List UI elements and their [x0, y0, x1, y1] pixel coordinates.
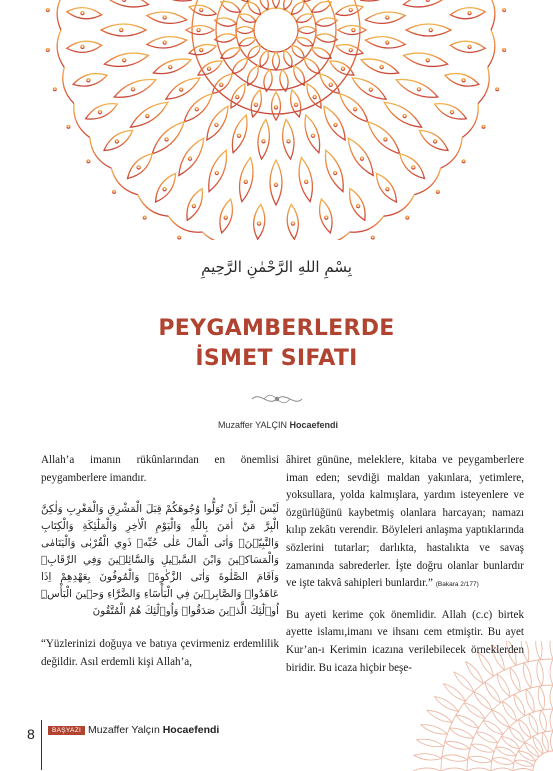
left-column — [41, 452, 279, 671]
right-column — [286, 452, 524, 677]
title-line-2: İSMET SIFATI — [195, 346, 358, 371]
translation-continued — [286, 452, 524, 594]
footer-author-honorific: Hocaefendi — [162, 724, 220, 736]
author-byline — [218, 420, 338, 430]
title-line-1: PEYGAMBERLERDE — [158, 316, 395, 341]
commentary-paragraph: Bu ayeti kerime çok önemlidir. Allah (c.c) birtek ayette islamı,imanı ve ihsanı cem etmiştir. Bu ayet Kur’an-ı Kerimin icazına verilebilecek örneklerden biridir. Bu icaza hiçbir beşe- — [286, 608, 524, 674]
divider-ornament — [250, 390, 304, 408]
author-honorific: Hocaefendi — [289, 420, 338, 430]
footer-author-name: Muzaffer Yalçın — [88, 724, 160, 736]
basmala: بِسْمِ اللهِ الرَّحْمٰنِ الرَّحِيمِ — [201, 258, 352, 276]
author-name: Muzaffer YALÇIN — [217, 420, 287, 430]
arabic-verse: لَيْسَ الْبِرَّ اَنْ تُوَلُّوا وُجُوهَكُمْ قِبَلَ الْمَشْرِقِ وَالْمَغْرِبِ وَلٰكِنَّ الْبِرَّ مَنْ اٰمَنَ بِاللّٰهِ وَالْيَوْمِ الْاٰخِرِ وَالْمَلٰٓئِكَةِ وَالْكِتَابِ وَالنَّبِيّٖنَۚ وَاٰتَى الْمَالَ عَلٰى حُبِّه۪ ذَوِي الْقُرْبٰى وَالْيَتَامٰى وَالْمَسَاكٖينَ وَابْنَ السَّبٖيلِ وَالسَّٓائِلٖينَ وَفِي الرِّقَابِۚ وَاَقَامَ الصَّلٰوةَ وَاٰتَى الزَّكٰوةَۚ وَالْمُوفُونَ بِعَهْدِهِمْ اِذَا عَاهَدُواۚ وَالصَّابِرٖينَ فِي الْبَأْسَٓاءِ وَالضَّرَّٓاءِ وَحٖينَ الْبَأْسِۜ اُو۬لٰٓئِكَ الَّذٖينَ صَدَقُواۜ وَاُو۬لٰٓئِكَ هُمُ الْمُتَّقُونَ — [41, 503, 279, 618]
footer-divider — [41, 720, 42, 770]
page-footer — [0, 718, 553, 758]
translation-start: “Yüzlerinizi doğuya ve batıya çevirmeniz erdemlilik değildir. Asıl erdemli kişi Allah’a, — [41, 638, 279, 668]
intro-paragraph: Allah’a imanın rükûnlarından en önemlisi peygamberlere imandır. — [41, 454, 279, 484]
page-title — [0, 314, 553, 374]
section-badge: BAŞYAZI — [48, 726, 85, 735]
page-number: 8 — [27, 726, 35, 742]
translation-text: âhiret gününe, meleklere, kitaba ve peygamberlere iman eden; sevdiği maldan yakınlara, yetimlere, yoksullara, yolda kalmışlara, yardım isteyenlere ve özgürlüğünü kaybetmiş olanlara harcayan; namazı kılıp zekâtı verendir. Böyleleri anlaşma yaptıklarında sözlerini tutarlar; darlıkta, hastalıkta ve savaş zamanında sabrederler. İşte doğru olanlar bunlardır ve işte takvâ sahipleri bunlardır.” — [286, 454, 524, 590]
footer-author — [88, 724, 219, 736]
mandala-ornament-top — [0, 0, 553, 240]
verse-reference: (Bakara 2/177) — [435, 581, 479, 589]
